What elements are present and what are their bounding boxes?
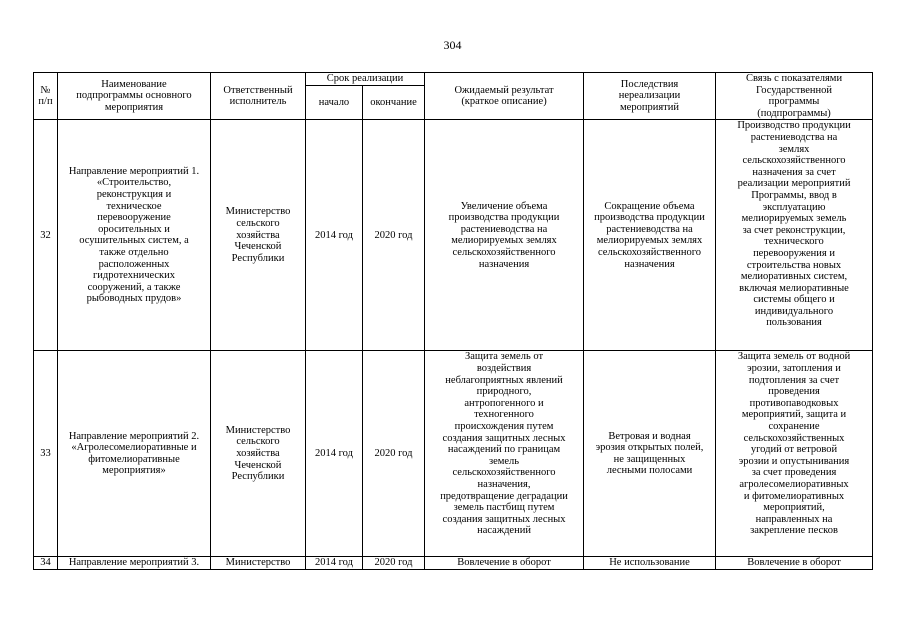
row-start: 2014 год xyxy=(306,557,363,570)
row-link: Вовлечение в оборот xyxy=(716,557,873,570)
row-name: Направление мероприятий 3. xyxy=(58,557,211,570)
header-name: Наименование подпрограммы основного мероприятия xyxy=(58,73,211,120)
header-period: Срок реализации xyxy=(306,73,425,86)
row-result: Защита земель от воздействия неблагоприятных явлений природного, антропогенного и техногенного происхождения путем создания защитных лесных насаждений по границам земель сельскохозяйственного назначения, предотвращение деградации земель пастбищ путем создания защитных лесных насаждений xyxy=(425,351,584,557)
row-name: Направление мероприятий 2. «Агролесомелиоративные и фитомелиоративные мероприятия» xyxy=(58,351,211,557)
row-executor: Министерство сельского хозяйства Чеченской Республики xyxy=(211,351,306,557)
row-name: Направление мероприятий 1. «Строительство, реконструкция и техническое перевооружение оросительных и осушительных систем, а также отдельно расположенных гидротехнических сооружений, а также рыбоводных прудов» xyxy=(58,120,211,351)
table-row xyxy=(34,120,873,351)
row-executor: Министерство xyxy=(211,557,306,570)
row-end: 2020 год xyxy=(363,351,425,557)
header-row xyxy=(34,73,873,86)
header-executor: Ответственный исполнитель xyxy=(211,73,306,120)
row-start: 2014 год xyxy=(306,351,363,557)
row-result: Увеличение объема производства продукции растениеводства на мелиорируемых землях сельскохозяйственного назначения xyxy=(425,120,584,351)
row-end: 2020 год xyxy=(363,557,425,570)
row-start: 2014 год xyxy=(306,120,363,351)
row-num: 34 xyxy=(34,557,58,570)
header-start: начало xyxy=(306,86,363,120)
table-row xyxy=(34,351,873,557)
row-result: Вовлечение в оборот xyxy=(425,557,584,570)
header-num: № п/п xyxy=(34,73,58,120)
header-result: Ожидаемый результат (краткое описание) xyxy=(425,73,584,120)
header-link: Связь с показателями Государственной программы (подпрограммы) xyxy=(716,73,873,120)
table-row xyxy=(34,557,873,570)
header-consequences: Последствия нереализации мероприятий xyxy=(584,73,716,120)
row-num: 32 xyxy=(34,120,58,351)
row-link: Производство продукции растениеводства на землях сельскохозяйственного назначения за счет реализации мероприятий Программы, ввод в эксплуатацию мелиорируемых земель за счет реконструкции, технического перевооружения и строительства новых мелиоративных систем, включая мелиоративные системы общего и индивидуального пользования xyxy=(716,120,873,351)
row-executor: Министерство сельского хозяйства Чеченской Республики xyxy=(211,120,306,351)
program-table xyxy=(33,72,873,570)
row-consequences: Сокращение объема производства продукции растениеводства на мелиорируемых землях сельскохозяйственного назначения xyxy=(584,120,716,351)
row-consequences: Не использование xyxy=(584,557,716,570)
row-end: 2020 год xyxy=(363,120,425,351)
page-number: 304 xyxy=(443,38,462,52)
row-consequences: Ветровая и водная эрозия открытых полей, не защищенных лесными полосами xyxy=(584,351,716,557)
row-link: Защита земель от водной эрозии, затопления и подтопления за счет проведения противопаводковых мероприятий, защита и сохранение сельскохозяйственных угодий от ветровой эрозии и опустынивания за счет проведения агролесомелиоративных и фитомелиоративных мероприятий, направленных на закрепление песков xyxy=(716,351,873,557)
header-end: окончание xyxy=(363,86,425,120)
row-num: 33 xyxy=(34,351,58,557)
